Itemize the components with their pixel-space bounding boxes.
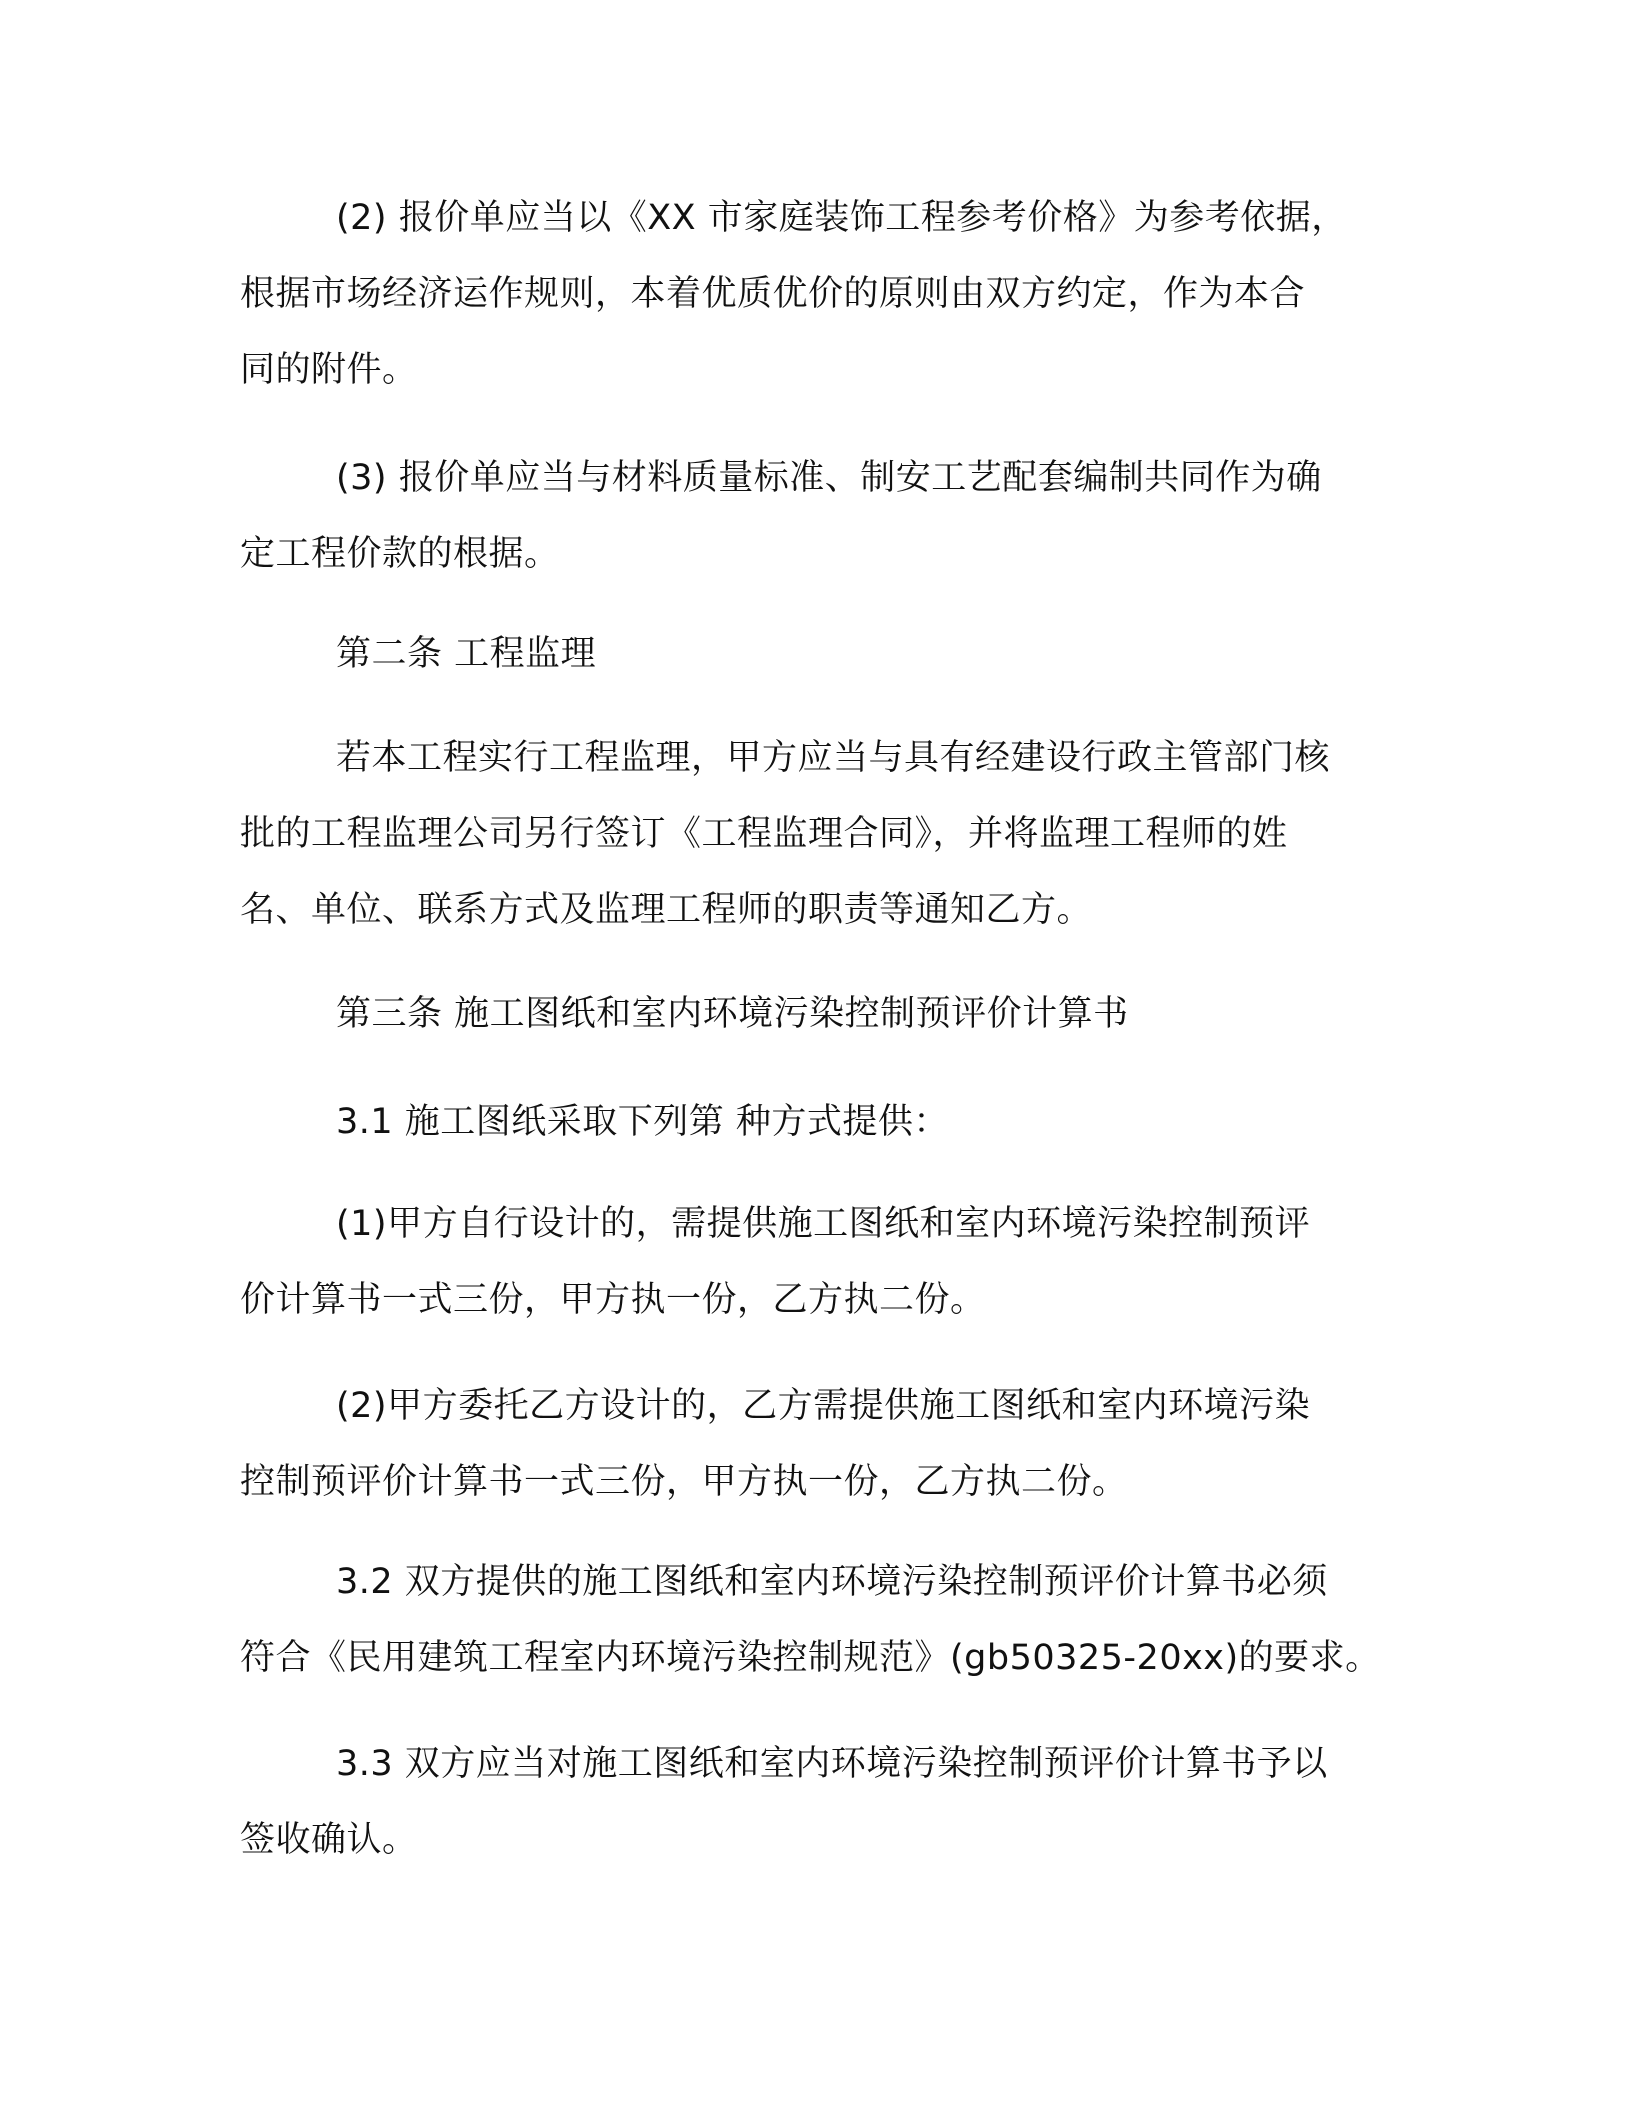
paragraph-3-1-option-1 <box>240 1186 1400 1338</box>
text-line: 同的附件。 <box>240 350 418 390</box>
text-line: 控制预评价计算书一式三份，甲方执一份，乙方执二份。 <box>240 1462 1128 1502</box>
text-line: 定工程价款的根据。 <box>240 534 560 574</box>
text-line: (2) 报价单应当以《XX 市家庭装饰工程参考价格》为参考依据， <box>336 198 1347 238</box>
paragraph-3-2 <box>240 1544 1400 1696</box>
paragraph-3-3 <box>240 1726 1400 1878</box>
section-heading-supervision: 第二条 工程监理 <box>336 634 597 674</box>
text-line: 批的工程监理公司另行签订《工程监理合同》，并将监理工程师的姓 <box>240 814 1288 854</box>
section-heading-drawings: 第三条 施工图纸和室内环境污染控制预评价计算书 <box>336 994 1129 1034</box>
text-line: 价计算书一式三份，甲方执一份，乙方执二份。 <box>240 1280 986 1320</box>
text-line: 根据市场经济运作规则，本着优质优价的原则由双方约定，作为本合 <box>240 274 1306 314</box>
text-line: 若本工程实行工程监理，甲方应当与具有经建设行政主管部门核 <box>336 738 1331 778</box>
text-line: (2)甲方委托乙方设计的，乙方需提供施工图纸和室内环境污染 <box>336 1386 1311 1426</box>
paragraph-quote-basis <box>240 180 1400 408</box>
paragraph-quote-price-basis <box>240 440 1400 592</box>
paragraph-3-1-option-2 <box>240 1368 1400 1520</box>
clause-3-1: 3.1 施工图纸采取下列第 种方式提供： <box>336 1102 949 1142</box>
paragraph-supervision <box>240 720 1400 948</box>
text-line: 名、单位、联系方式及监理工程师的职责等通知乙方。 <box>240 890 1093 930</box>
text-line: 签收确认。 <box>240 1820 418 1860</box>
text-line: (1)甲方自行设计的，需提供施工图纸和室内环境污染控制预评 <box>336 1204 1311 1244</box>
text-line: (3) 报价单应当与材料质量标准、制安工艺配套编制共同作为确 <box>336 458 1322 498</box>
text-line: 符合《民用建筑工程室内环境污染控制规范》(gb50325-20xx)的要求。 <box>240 1638 1381 1678</box>
text-line: 3.3 双方应当对施工图纸和室内环境污染控制预评价计算书予以 <box>336 1744 1328 1784</box>
text-line: 3.2 双方提供的施工图纸和室内环境污染控制预评价计算书必须 <box>336 1562 1328 1602</box>
